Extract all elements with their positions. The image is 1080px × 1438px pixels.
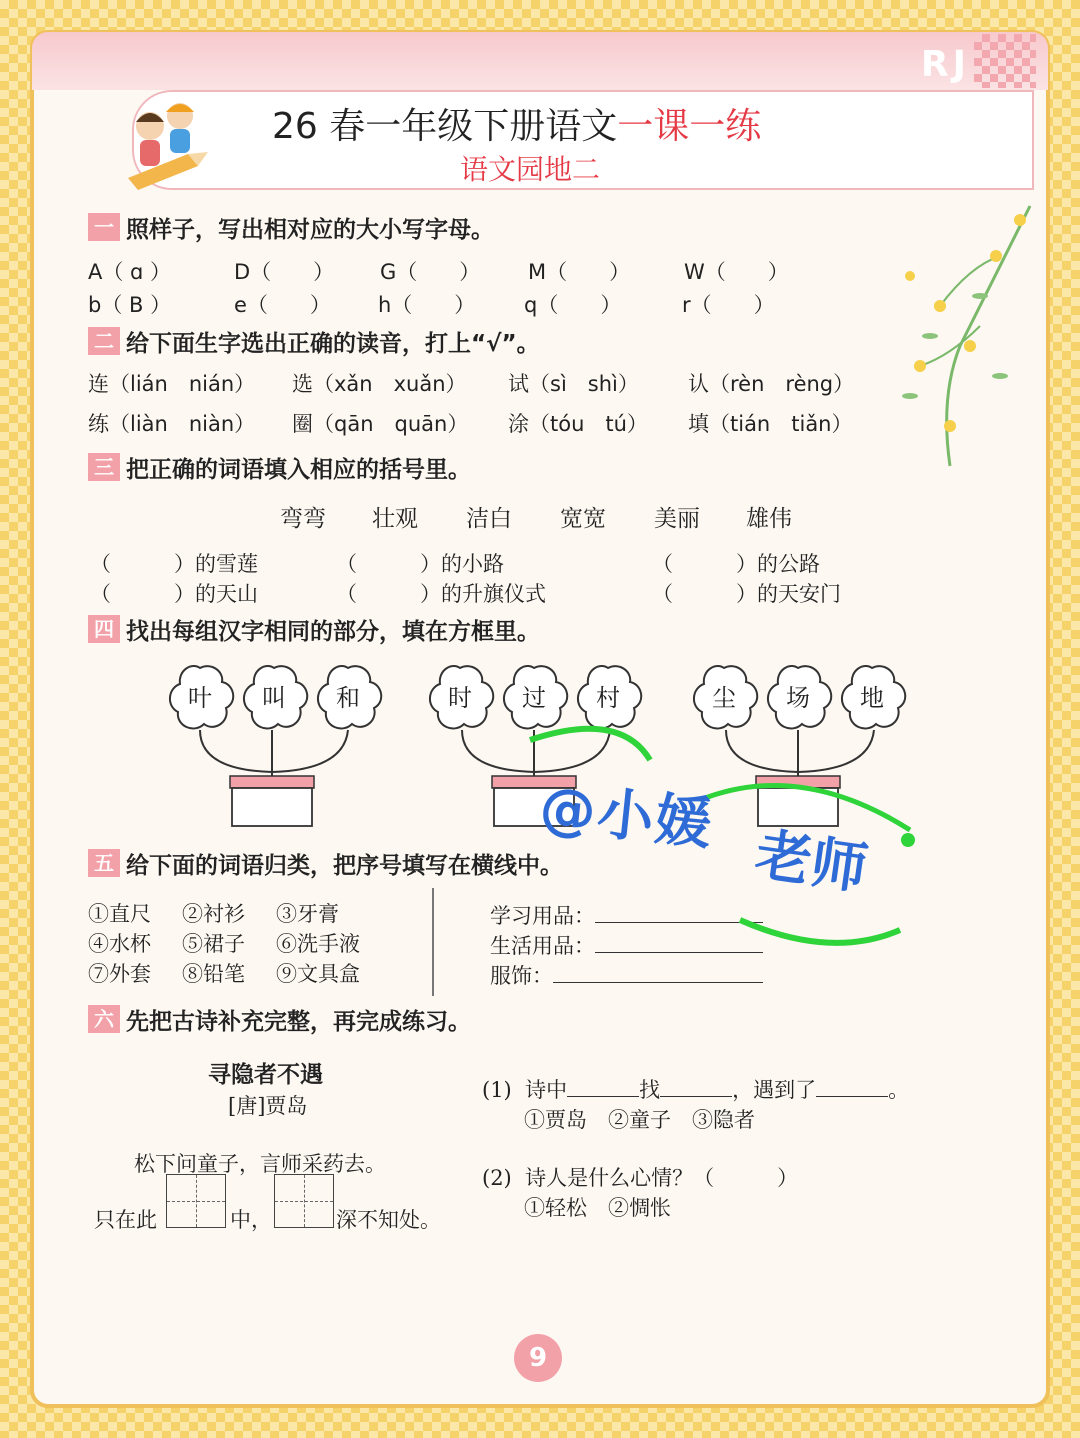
word-bank-item: 洁白: [466, 506, 512, 532]
pinyin-item: 连（lián nián）: [88, 372, 256, 396]
page-title: [272, 98, 761, 149]
word-bank-item: 美丽: [654, 506, 700, 532]
q1-label: (1): [482, 1078, 512, 1102]
watermark-text-left: @小媛: [536, 775, 717, 858]
category-item: ⑦外套: [88, 962, 151, 986]
category-item: ②衬衫: [182, 902, 245, 926]
section-3-title: 把正确的词语填入相应的括号里。: [126, 456, 471, 483]
letter-item: M（ ）: [528, 260, 631, 284]
fill-phrase: （ ）的天山: [90, 582, 258, 606]
flower-char-text: 过: [522, 684, 546, 712]
divider: [432, 888, 434, 996]
flower-char: [312, 662, 384, 734]
question-2: [482, 1162, 798, 1192]
letter-item: b（ B ）: [88, 293, 172, 317]
kids-on-pencil-illustration: [118, 92, 210, 196]
flower-char-text: 村: [596, 684, 620, 712]
answer-line[interactable]: [816, 1096, 888, 1097]
q1-text-a: 诗中: [525, 1078, 568, 1102]
category-label: 学习用品：: [490, 904, 595, 928]
flower-char-text: 和: [336, 684, 360, 712]
edition-mark: RJ: [920, 44, 970, 85]
fill-phrase: （ ）的公路: [652, 552, 820, 576]
fill-phrase: （ ）的升旗仪式: [336, 582, 546, 606]
question-1: [482, 1074, 909, 1104]
word-bank-item: 雄伟: [746, 506, 792, 532]
q2-options: ①轻松 ②惆怅: [524, 1196, 671, 1220]
poem-line-2c: 深不知处。: [336, 1208, 441, 1232]
poem-line-2a: 只在此: [94, 1208, 157, 1232]
poem-line-1: 松下问童子，言师采药去。: [134, 1152, 386, 1176]
title-main: 26 春一年级下册语文: [272, 106, 618, 147]
category-item: ③牙膏: [276, 902, 339, 926]
q2-label: (2): [482, 1166, 512, 1190]
pinyin-item: 选（xǎn xuǎn）: [292, 372, 467, 396]
flower-char: [424, 662, 496, 734]
section-3-badge: 三: [88, 453, 120, 481]
fill-phrase: （ ）的天安门: [652, 582, 841, 606]
letter-item: q（ ）: [524, 293, 622, 317]
watermark-text-right: 老师: [751, 822, 872, 903]
section-2-title: 给下面生字选出正确的读音，打上“√”。: [126, 330, 540, 357]
page-number: 9: [514, 1334, 562, 1382]
flower-char: [238, 662, 310, 734]
letter-item: D（ ）: [234, 260, 335, 284]
fill-phrase: （ ）的小路: [336, 552, 504, 576]
section-1-heading: [88, 212, 494, 242]
category-item: ⑤裙子: [182, 932, 245, 956]
answer-line[interactable]: [553, 982, 763, 983]
section-4-title: 找出每组汉字相同的部分，填在方框里。: [126, 618, 540, 645]
letter-item: W（ ）: [684, 260, 789, 284]
q1-options: ①贾岛 ②童子 ③隐者: [524, 1108, 755, 1132]
tian-grid-box[interactable]: [166, 1174, 226, 1228]
pinyin-item: 认（rèn rèng）: [688, 372, 855, 396]
letter-item: G（ ）: [380, 260, 481, 284]
pinyin-item: 涂（tóu tú）: [508, 412, 648, 436]
word-bank-item: 壮观: [372, 506, 418, 532]
category-label: 服饰：: [490, 964, 553, 988]
q1-text-b: 找: [639, 1078, 661, 1102]
category-line: [490, 960, 763, 990]
pinyin-item: 试（sì shì）: [508, 372, 639, 396]
answer-line[interactable]: [660, 1096, 732, 1097]
flower-char-text: 叶: [188, 684, 212, 712]
flower-char-text: 叫: [262, 684, 286, 712]
letter-item: e（ ）: [234, 293, 331, 317]
flower-char: [164, 662, 236, 734]
poem-line-2b: 中，: [230, 1208, 272, 1232]
poem-title: 寻隐者不遇: [208, 1061, 323, 1088]
q2-text: 诗人是什么心情？（ ）: [525, 1166, 799, 1190]
pinyin-item: 练（liàn niàn）: [88, 412, 256, 436]
section-5-heading: [88, 848, 563, 878]
word-bank-item: 宽宽: [560, 506, 606, 532]
section-6-badge: 六: [88, 1005, 120, 1033]
letter-item: A（ ɑ ）: [88, 260, 172, 284]
category-item: ⑧铅笔: [182, 962, 245, 986]
title-highlight: 一课一练: [617, 106, 762, 147]
word-bank-item: 弯弯: [280, 506, 326, 532]
page-subtitle: 语文园地二: [460, 153, 601, 186]
section-4-badge: 四: [88, 615, 120, 643]
flower-char-text: 时: [448, 684, 472, 712]
section-6-title: 先把古诗补充完整，再完成练习。: [126, 1008, 471, 1035]
category-item: ④水杯: [88, 932, 151, 956]
section-5-badge: 五: [88, 849, 120, 877]
q1-text-c: ，遇到了: [732, 1078, 817, 1102]
q1-text-d: 。: [888, 1078, 910, 1102]
section-1-badge: 一: [88, 213, 120, 241]
checker-decoration: [974, 34, 1036, 88]
category-item: ⑨文具盒: [276, 962, 360, 986]
category-item: ①直尺: [88, 902, 151, 926]
flower-branch-decoration: [880, 196, 1040, 496]
letter-item: h（ ）: [378, 293, 476, 317]
flower-char-text: 尘: [712, 684, 736, 712]
section-5-title: 给下面的词语归类，把序号填写在横线中。: [126, 852, 563, 879]
category-label: 生活用品：: [490, 934, 595, 958]
poem-author: [唐]贾岛: [228, 1094, 308, 1118]
fill-phrase: （ ）的雪莲: [90, 552, 258, 576]
pinyin-item: 圈（qān quān）: [292, 412, 469, 436]
tian-grid-box[interactable]: [274, 1174, 334, 1228]
section-2-badge: 二: [88, 327, 120, 355]
flower-char-text: 场: [786, 684, 810, 712]
section-1-title: 照样子，写出相对应的大小写字母。: [126, 216, 494, 243]
category-item: ⑥洗手液: [276, 932, 360, 956]
section-3-heading: [88, 452, 471, 482]
answer-line[interactable]: [567, 1096, 639, 1097]
top-band: [32, 32, 1048, 90]
section-4-heading: [88, 614, 540, 644]
letter-item: r（ ）: [682, 293, 775, 317]
pinyin-item: 填（tián tiǎn）: [688, 412, 853, 436]
section-2-heading: [88, 326, 540, 356]
section-6-heading: [88, 1004, 471, 1034]
flower-char-text: 地: [860, 684, 884, 712]
